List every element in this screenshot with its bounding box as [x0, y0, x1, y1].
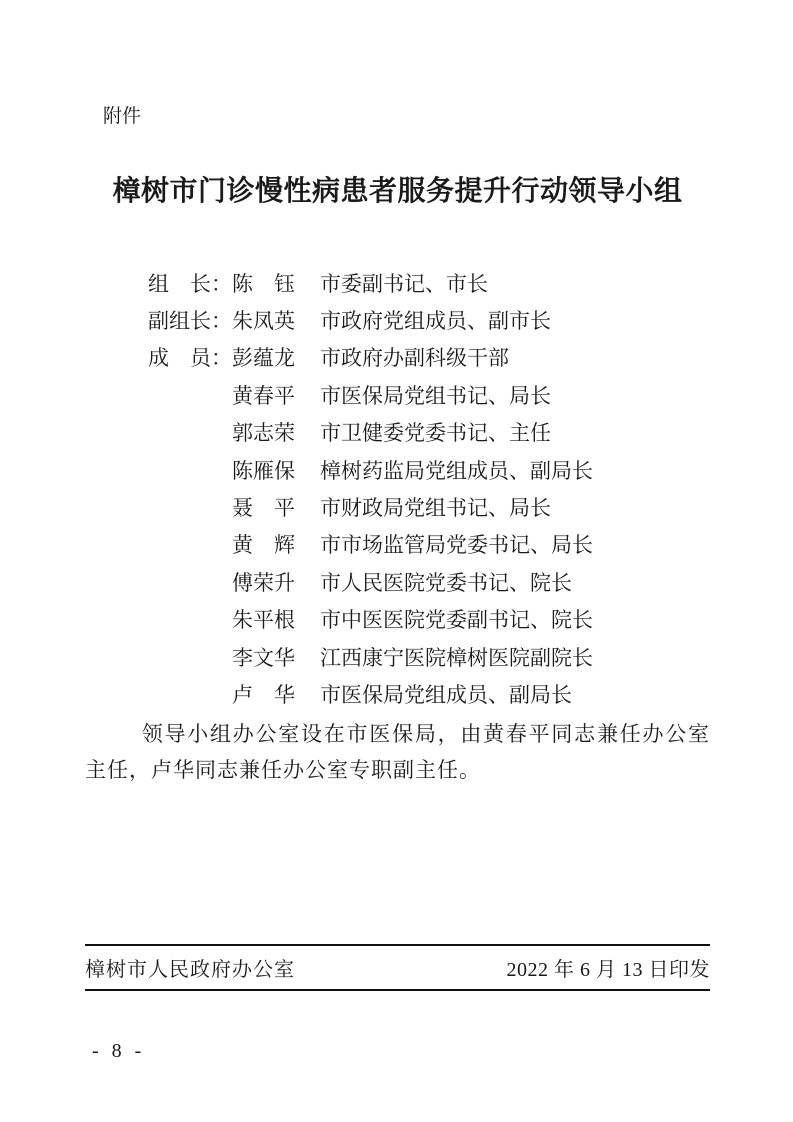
member-name: 傅荣升 [232, 570, 295, 595]
member-position: 樟树药监局党组成员、副局长 [320, 458, 593, 483]
page-number: - 8 - [92, 1040, 146, 1062]
member-name: 彭蕴龙 [232, 346, 295, 371]
member-row [148, 675, 710, 712]
member-row [148, 376, 710, 413]
member-position: 市人民医院党委书记、院长 [320, 570, 572, 595]
member-position: 市政府党组成员、副市长 [320, 309, 551, 334]
member-name: 黄 辉 [232, 533, 295, 558]
member-name: 聂 平 [232, 496, 295, 521]
footer-print-date: 2022 年 6 月 13 日印发 [506, 959, 710, 981]
member-position: 市市场监管局党委书记、局长 [320, 533, 593, 558]
member-position: 市医保局党组书记、局长 [320, 383, 551, 408]
member-row [148, 638, 710, 675]
member-name: 朱凤英 [232, 309, 295, 334]
footer [85, 944, 710, 991]
member-name: 陈 钰 [232, 271, 295, 296]
office-note-paragraph: 领导小组办公室设在市医保局，由黄春平同志兼任办公室主任，卢华同志兼任办公室专职副主任。 [85, 721, 710, 782]
member-position: 市委副书记、市长 [320, 271, 488, 296]
member-role-label: 成 员： [148, 346, 232, 371]
member-list [148, 264, 710, 713]
member-name: 卢 华 [232, 682, 295, 707]
member-role-label: 副组长： [148, 309, 232, 334]
member-row [148, 526, 710, 563]
member-name: 朱平根 [232, 608, 295, 633]
member-row [148, 301, 710, 338]
member-position: 市财政局党组书记、局长 [320, 496, 551, 521]
member-name: 郭志荣 [232, 421, 295, 446]
member-role-label: 组 长： [148, 271, 232, 296]
member-row [148, 414, 710, 451]
page-title: 樟树市门诊慢性病患者服务提升行动领导小组 [112, 176, 683, 207]
member-row [148, 563, 710, 600]
attachment-label: 附件 [103, 106, 142, 127]
footer-issuer: 樟树市人民政府办公室 [85, 959, 295, 981]
document-content [0, 104, 793, 788]
member-name: 李文华 [232, 645, 295, 670]
member-position: 市中医医院党委副书记、院长 [320, 608, 593, 633]
member-position: 市医保局党组成员、副局长 [320, 682, 572, 707]
member-position: 江西康宁医院樟树医院副院长 [320, 645, 593, 670]
member-row [148, 451, 710, 488]
member-row [148, 601, 710, 638]
member-row [148, 339, 710, 376]
member-name: 黄春平 [232, 383, 295, 408]
member-row [148, 264, 710, 301]
member-row [148, 488, 710, 525]
member-name: 陈雁保 [232, 458, 295, 483]
member-position: 市政府办副科级干部 [320, 346, 509, 371]
member-position: 市卫健委党委书记、主任 [320, 421, 551, 446]
